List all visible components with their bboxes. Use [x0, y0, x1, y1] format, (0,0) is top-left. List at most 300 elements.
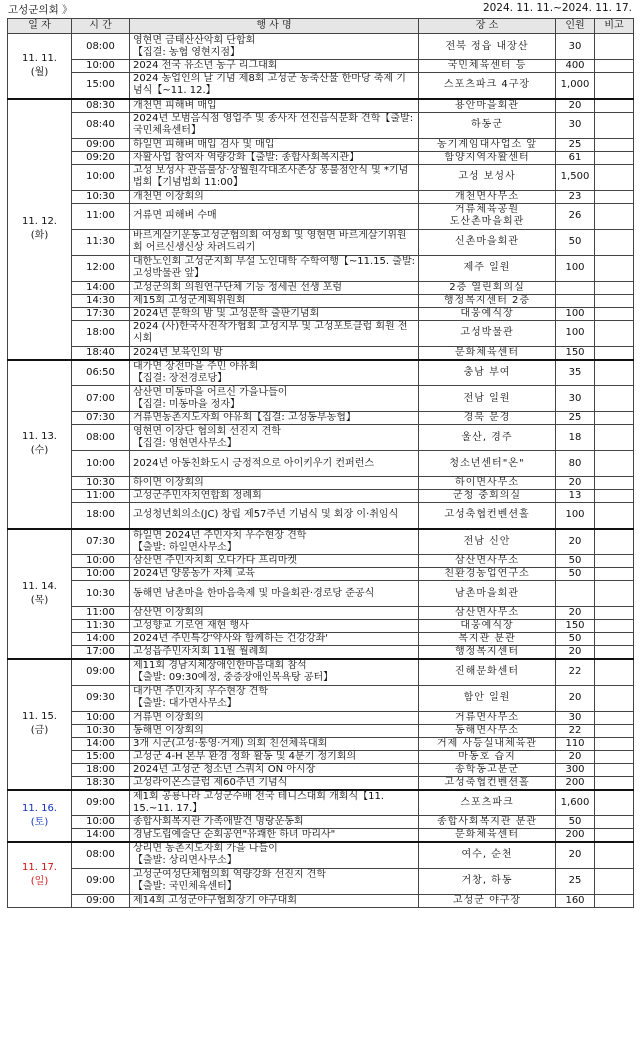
- count-cell: 25: [556, 868, 595, 894]
- table-row: [8, 711, 634, 724]
- time-cell: 09:00: [72, 138, 130, 151]
- col-header-time: 시 간: [72, 19, 130, 34]
- note-cell: [595, 203, 634, 229]
- table-row: [8, 164, 634, 190]
- event-cell: 3개 시군(고성·통영·거제) 의회 친선체육대회: [130, 737, 419, 750]
- count-cell: 50: [556, 568, 595, 581]
- table-row: [8, 776, 634, 790]
- event-cell: 2024년 모범음식점 영업주 및 종사자 선진음식문화 견학【출발: 국민체육센터】: [130, 112, 419, 138]
- event-cell: 고성군여성단체협의회 역량강화 선진지 견학 【출발: 국민체육센터】: [130, 868, 419, 894]
- count-cell: 50: [556, 633, 595, 646]
- note-cell: [595, 646, 634, 660]
- place-cell: 스포츠파크: [419, 790, 556, 816]
- time-cell: 09:20: [72, 151, 130, 164]
- note-cell: [595, 164, 634, 190]
- table-row: [8, 229, 634, 255]
- table-row: [8, 490, 634, 503]
- note-cell: [595, 555, 634, 568]
- count-cell: 110: [556, 737, 595, 750]
- note-cell: [595, 346, 634, 360]
- table-row: [8, 60, 634, 73]
- count-cell: 61: [556, 151, 595, 164]
- note-cell: [595, 412, 634, 425]
- time-cell: 08:40: [72, 112, 130, 138]
- event-cell: 2024년 아동친화도시 긍정적으로 아이키우기 컨퍼런스: [130, 451, 419, 477]
- note-cell: [595, 842, 634, 868]
- table-row: [8, 724, 634, 737]
- count-cell: 1,000: [556, 73, 595, 99]
- count-cell: 20: [556, 477, 595, 490]
- event-cell: 하일면 피해벼 매입 검사 및 매입: [130, 138, 419, 151]
- table-row: [8, 659, 634, 685]
- note-cell: [595, 633, 634, 646]
- day-date-cell: 11. 12. (화): [8, 99, 72, 360]
- event-cell: 고성군의회 의원연구단체 기능 정세권 선생 포럼: [130, 281, 419, 294]
- note-cell: [595, 386, 634, 412]
- event-cell: 고성향교 기로연 재현 행사: [130, 620, 419, 633]
- table-row: [8, 829, 634, 843]
- place-cell: 고성축협컨벤션홀: [419, 503, 556, 529]
- count-cell: 30: [556, 386, 595, 412]
- time-cell: 10:30: [72, 724, 130, 737]
- time-cell: 10:30: [72, 477, 130, 490]
- count-cell: 200: [556, 776, 595, 790]
- table-row: [8, 320, 634, 346]
- place-cell: 여수, 순천: [419, 842, 556, 868]
- place-cell: 제주 일원: [419, 255, 556, 281]
- place-cell: 송학동고분군: [419, 763, 556, 776]
- time-cell: 11:30: [72, 229, 130, 255]
- count-cell: 100: [556, 503, 595, 529]
- time-cell: 10:00: [72, 816, 130, 829]
- event-cell: 개천면 이장회의: [130, 190, 419, 203]
- note-cell: [595, 60, 634, 73]
- table-row: [8, 894, 634, 907]
- count-cell: 13: [556, 490, 595, 503]
- time-cell: 07:30: [72, 412, 130, 425]
- col-header-place: 장 소: [419, 19, 556, 34]
- note-cell: [595, 685, 634, 711]
- note-cell: [595, 829, 634, 843]
- event-cell: 대한노인회 고성군지회 부설 노인대학 수학여행【~11.15. 출발: 고성박물관 앞】: [130, 255, 419, 281]
- note-cell: [595, 816, 634, 829]
- event-cell: 경남도립예술단 순회공연"유쾌한 하녀 마리사": [130, 829, 419, 843]
- table-row: [8, 425, 634, 451]
- event-cell: 2024년 문학의 밤 및 고성문학 출판기념회: [130, 307, 419, 320]
- event-cell: 삼산면 주민자치회 오다가다 프리마켓: [130, 555, 419, 568]
- note-cell: [595, 255, 634, 281]
- count-cell: 1,500: [556, 164, 595, 190]
- place-cell: 농기계임대사업소 앞: [419, 138, 556, 151]
- table-row: [8, 203, 634, 229]
- event-cell: 2024년 주민특강'약사와 함께하는 건강강좌': [130, 633, 419, 646]
- table-row: [8, 737, 634, 750]
- table-row: [8, 568, 634, 581]
- time-cell: 08:00: [72, 425, 130, 451]
- col-header-note: 비고: [595, 19, 634, 34]
- note-cell: [595, 190, 634, 203]
- place-cell: 문화체육센터: [419, 829, 556, 843]
- table-row: [8, 255, 634, 281]
- day-date-cell: 11. 15. (금): [8, 659, 72, 790]
- count-cell: 18: [556, 425, 595, 451]
- place-cell: 거제 사등실내체육관: [419, 737, 556, 750]
- time-cell: 12:00: [72, 255, 130, 281]
- time-cell: 09:00: [72, 894, 130, 907]
- note-cell: [595, 503, 634, 529]
- document-header: [0, 0, 640, 18]
- event-cell: 제1회 공룡나라 고성군수배 전국 테니스대회 개회식【11. 15.~11. 17.】: [130, 790, 419, 816]
- time-cell: 18:00: [72, 503, 130, 529]
- count-cell: 200: [556, 829, 595, 843]
- event-cell: 2024년 보육인의 밤: [130, 346, 419, 360]
- note-cell: [595, 320, 634, 346]
- note-cell: [595, 99, 634, 113]
- note-cell: [595, 894, 634, 907]
- place-cell: 삼산면사무소: [419, 555, 556, 568]
- table-row: [8, 346, 634, 360]
- document-period: 2024. 11. 11.~2024. 11. 17.: [482, 2, 632, 14]
- place-cell: 하이면사무소: [419, 477, 556, 490]
- note-cell: [595, 620, 634, 633]
- time-cell: 08:00: [72, 34, 130, 60]
- schedule-table: [7, 18, 634, 908]
- table-row: [8, 73, 634, 99]
- event-cell: 대가면 장전마을 주민 야유회 【집결: 장전경로당】: [130, 360, 419, 386]
- table-row: [8, 646, 634, 660]
- day-date-cell: 11. 11. (월): [8, 34, 72, 99]
- place-cell: 고성군 야구장: [419, 894, 556, 907]
- table-row: [8, 190, 634, 203]
- table-row: [8, 34, 634, 60]
- note-cell: [595, 790, 634, 816]
- event-cell: 고성청년회의소(JC) 창립 제57주년 기념식 및 회장 이·취임식: [130, 503, 419, 529]
- place-cell: 남촌마을회관: [419, 581, 556, 607]
- note-cell: [595, 659, 634, 685]
- event-cell: 동해면 이장회의: [130, 724, 419, 737]
- event-cell: 고성라이온스클럽 제60주년 기념식: [130, 776, 419, 790]
- event-cell: 바르게살기운동고성군협의회 여성회 및 영현면 바르게살기위원회 어르신생신상 차려드리기: [130, 229, 419, 255]
- time-cell: 14:30: [72, 294, 130, 307]
- note-cell: [595, 763, 634, 776]
- count-cell: 300: [556, 763, 595, 776]
- count-cell: 20: [556, 685, 595, 711]
- place-cell: 국민체육센터 등: [419, 60, 556, 73]
- count-cell: 30: [556, 34, 595, 60]
- count-cell: 20: [556, 99, 595, 113]
- time-cell: 09:00: [72, 790, 130, 816]
- place-cell: 함안 일원: [419, 685, 556, 711]
- place-cell: 종합사회복지관 분관: [419, 816, 556, 829]
- note-cell: [595, 307, 634, 320]
- place-cell: 거류체육공원 도산촌마을회관: [419, 203, 556, 229]
- table-row: [8, 529, 634, 555]
- note-cell: [595, 138, 634, 151]
- event-cell: 상리면 농촌지도자회 가을 나들이 【출발: 상리면사무소】: [130, 842, 419, 868]
- event-cell: 제15회 고성군계획위원회: [130, 294, 419, 307]
- note-cell: [595, 724, 634, 737]
- place-cell: 문화체육센터: [419, 346, 556, 360]
- schedule-body: [8, 34, 634, 908]
- count-cell: 20: [556, 529, 595, 555]
- note-cell: [595, 294, 634, 307]
- place-cell: 충남 부여: [419, 360, 556, 386]
- table-row: [8, 412, 634, 425]
- count-cell: 22: [556, 659, 595, 685]
- count-cell: 20: [556, 750, 595, 763]
- time-cell: 18:30: [72, 776, 130, 790]
- place-cell: 스포츠파크 4구장: [419, 73, 556, 99]
- note-cell: [595, 607, 634, 620]
- place-cell: 행정복지센터 2층: [419, 294, 556, 307]
- time-cell: 18:40: [72, 346, 130, 360]
- table-row: [8, 790, 634, 816]
- table-row: [8, 386, 634, 412]
- place-cell: 거류면사무소: [419, 711, 556, 724]
- time-cell: 10:30: [72, 190, 130, 203]
- event-cell: 자활사업 참여자 역량강화【출발: 종합사회복지관】: [130, 151, 419, 164]
- note-cell: [595, 776, 634, 790]
- table-row: [8, 451, 634, 477]
- note-cell: [595, 490, 634, 503]
- time-cell: 18:00: [72, 320, 130, 346]
- place-cell: 청소년센터"온": [419, 451, 556, 477]
- place-cell: 동해면사무소: [419, 724, 556, 737]
- place-cell: 고성박물관: [419, 320, 556, 346]
- note-cell: [595, 73, 634, 99]
- time-cell: 06:50: [72, 360, 130, 386]
- count-cell: 35: [556, 360, 595, 386]
- note-cell: [595, 151, 634, 164]
- place-cell: 울산, 경주: [419, 425, 556, 451]
- table-row: [8, 816, 634, 829]
- place-cell: 군청 중회의실: [419, 490, 556, 503]
- place-cell: 마동호 습지: [419, 750, 556, 763]
- count-cell: 20: [556, 646, 595, 660]
- note-cell: [595, 868, 634, 894]
- count-cell: 100: [556, 320, 595, 346]
- place-cell: 전남 신안: [419, 529, 556, 555]
- time-cell: 15:00: [72, 750, 130, 763]
- event-cell: 대가면 주민자치 우수현장 견학 【출발: 대가면사무소】: [130, 685, 419, 711]
- count-cell: 25: [556, 138, 595, 151]
- place-cell: 개천면사무소: [419, 190, 556, 203]
- count-cell: 160: [556, 894, 595, 907]
- event-cell: 삼산면 미동마을 어르신 가을나들이 【집결: 미동마을 정자】: [130, 386, 419, 412]
- time-cell: 10:00: [72, 164, 130, 190]
- col-header-event: 행 사 명: [130, 19, 419, 34]
- count-cell: [556, 294, 595, 307]
- count-cell: 22: [556, 724, 595, 737]
- event-cell: 2024 전국 유소년 농구 리그대회: [130, 60, 419, 73]
- count-cell: 100: [556, 255, 595, 281]
- time-cell: 07:30: [72, 529, 130, 555]
- time-cell: 10:00: [72, 60, 130, 73]
- table-row: [8, 360, 634, 386]
- event-cell: 영현면 금태산산악회 단합회 【집결: 농협 영현지점】: [130, 34, 419, 60]
- count-cell: 50: [556, 229, 595, 255]
- header-row: [8, 19, 634, 34]
- place-cell: 신촌마을회관: [419, 229, 556, 255]
- table-row: [8, 555, 634, 568]
- count-cell: 1,600: [556, 790, 595, 816]
- place-cell: 진해문화센터: [419, 659, 556, 685]
- time-cell: 15:00: [72, 73, 130, 99]
- count-cell: [556, 581, 595, 607]
- place-cell: 삼산면사무소: [419, 607, 556, 620]
- place-cell: 경북 문경: [419, 412, 556, 425]
- place-cell: 행정복지센터: [419, 646, 556, 660]
- time-cell: 08:00: [72, 842, 130, 868]
- day-date-cell: 11. 14. (목): [8, 529, 72, 660]
- table-row: [8, 477, 634, 490]
- time-cell: 11:30: [72, 620, 130, 633]
- note-cell: [595, 750, 634, 763]
- time-cell: 14:00: [72, 737, 130, 750]
- document-title: 고성군의회 》: [8, 4, 73, 16]
- event-cell: 개천면 피해벼 매입: [130, 99, 419, 113]
- time-cell: 17:00: [72, 646, 130, 660]
- count-cell: 150: [556, 620, 595, 633]
- note-cell: [595, 568, 634, 581]
- time-cell: 14:00: [72, 829, 130, 843]
- place-cell: 용안마을회관: [419, 99, 556, 113]
- place-cell: 친환경농업연구소: [419, 568, 556, 581]
- event-cell: 동해면 남촌마을 한마음축제 및 마을회관·경로당 준공식: [130, 581, 419, 607]
- note-cell: [595, 529, 634, 555]
- col-header-count: 인원: [556, 19, 595, 34]
- day-date-cell: 11. 17. (일): [8, 842, 72, 907]
- event-cell: 2024년 고성군 청소년 스쿼치 ON 아시장: [130, 763, 419, 776]
- count-cell: [556, 281, 595, 294]
- table-row: [8, 868, 634, 894]
- time-cell: 18:00: [72, 763, 130, 776]
- event-cell: 2024 농업인의 날 기념 제8회 고성군 농축산물 한마당 축제 기념식【~11. 12.】: [130, 73, 419, 99]
- event-cell: 2024년 양봉농가 자체 교육: [130, 568, 419, 581]
- event-cell: 고성읍주민자치회 11월 월례회: [130, 646, 419, 660]
- event-cell: 고성군주민자치연합회 정례회: [130, 490, 419, 503]
- table-row: [8, 750, 634, 763]
- time-cell: 11:00: [72, 490, 130, 503]
- note-cell: [595, 711, 634, 724]
- time-cell: 10:30: [72, 581, 130, 607]
- note-cell: [595, 425, 634, 451]
- time-cell: 08:30: [72, 99, 130, 113]
- count-cell: 30: [556, 711, 595, 724]
- col-header-date: 일 자: [8, 19, 72, 34]
- count-cell: 400: [556, 60, 595, 73]
- note-cell: [595, 360, 634, 386]
- count-cell: 100: [556, 307, 595, 320]
- table-row: [8, 633, 634, 646]
- table-row: [8, 607, 634, 620]
- time-cell: 11:00: [72, 607, 130, 620]
- count-cell: 80: [556, 451, 595, 477]
- place-cell: 대웅예식장: [419, 307, 556, 320]
- table-row: [8, 620, 634, 633]
- count-cell: 50: [556, 555, 595, 568]
- count-cell: 23: [556, 190, 595, 203]
- event-cell: 제14회 고성군야구협회장기 야구대회: [130, 894, 419, 907]
- count-cell: 30: [556, 112, 595, 138]
- event-cell: 영현면 이장단 협의회 선진지 견학 【집결: 영현면사무소】: [130, 425, 419, 451]
- time-cell: 17:30: [72, 307, 130, 320]
- table-row: [8, 685, 634, 711]
- event-cell: 거류면 피해벼 수매: [130, 203, 419, 229]
- note-cell: [595, 281, 634, 294]
- time-cell: 07:00: [72, 386, 130, 412]
- time-cell: 10:00: [72, 451, 130, 477]
- event-cell: 고성 보성사 관음불상·상월원각대조사존상 봉불점안식 및 *기념법회【기념법회 11:00】: [130, 164, 419, 190]
- table-row: [8, 151, 634, 164]
- event-cell: 2024 (사)한국사진작가협회 고성지부 및 고성포토클럽 회원 전시회: [130, 320, 419, 346]
- table-row: [8, 581, 634, 607]
- note-cell: [595, 737, 634, 750]
- day-date-cell: 11. 16. (토): [8, 790, 72, 843]
- time-cell: 09:00: [72, 659, 130, 685]
- place-cell: 전남 일원: [419, 386, 556, 412]
- count-cell: 26: [556, 203, 595, 229]
- time-cell: 14:00: [72, 633, 130, 646]
- event-cell: 고성군 4-H 본부 환경 정화 활동 및 4분기 정기회의: [130, 750, 419, 763]
- note-cell: [595, 112, 634, 138]
- table-row: [8, 99, 634, 113]
- count-cell: 20: [556, 842, 595, 868]
- event-cell: 거류면농촌지도자회 야유회【집결: 고성동부농협】: [130, 412, 419, 425]
- place-cell: 전북 정읍 내장산: [419, 34, 556, 60]
- event-cell: 제11회 경남지체장애인한마음대회 참석 【출발: 09:30예정, 중증장애인목욕탕 공터】: [130, 659, 419, 685]
- place-cell: 고성 보성사: [419, 164, 556, 190]
- time-cell: 11:00: [72, 203, 130, 229]
- event-cell: 거류면 이장회의: [130, 711, 419, 724]
- table-row: [8, 138, 634, 151]
- note-cell: [595, 581, 634, 607]
- note-cell: [595, 451, 634, 477]
- table-row: [8, 842, 634, 868]
- place-cell: 함양지역자활센터: [419, 151, 556, 164]
- count-cell: 20: [556, 607, 595, 620]
- place-cell: 대웅예식장: [419, 620, 556, 633]
- note-cell: [595, 477, 634, 490]
- table-row: [8, 763, 634, 776]
- table-row: [8, 294, 634, 307]
- event-cell: 하이면 이장회의: [130, 477, 419, 490]
- table-row: [8, 307, 634, 320]
- place-cell: 거창, 하동: [419, 868, 556, 894]
- event-cell: 삼산면 이장회의: [130, 607, 419, 620]
- count-cell: 50: [556, 816, 595, 829]
- time-cell: 10:00: [72, 555, 130, 568]
- time-cell: 10:00: [72, 568, 130, 581]
- time-cell: 10:00: [72, 711, 130, 724]
- count-cell: 150: [556, 346, 595, 360]
- place-cell: 2층 열린회의실: [419, 281, 556, 294]
- table-row: [8, 503, 634, 529]
- note-cell: [595, 34, 634, 60]
- event-cell: 하일면 2024년 주민자치 우수현장 견학 【출발: 하일면사무소】: [130, 529, 419, 555]
- day-date-cell: 11. 13. (수): [8, 360, 72, 529]
- place-cell: 고성축협컨벤션홀: [419, 776, 556, 790]
- event-cell: 종합사회복지관 가족애발견 명랑운동회: [130, 816, 419, 829]
- table-row: [8, 281, 634, 294]
- place-cell: 하동군: [419, 112, 556, 138]
- time-cell: 14:00: [72, 281, 130, 294]
- place-cell: 복지관 분관: [419, 633, 556, 646]
- table-row: [8, 112, 634, 138]
- count-cell: 25: [556, 412, 595, 425]
- note-cell: [595, 229, 634, 255]
- time-cell: 09:00: [72, 868, 130, 894]
